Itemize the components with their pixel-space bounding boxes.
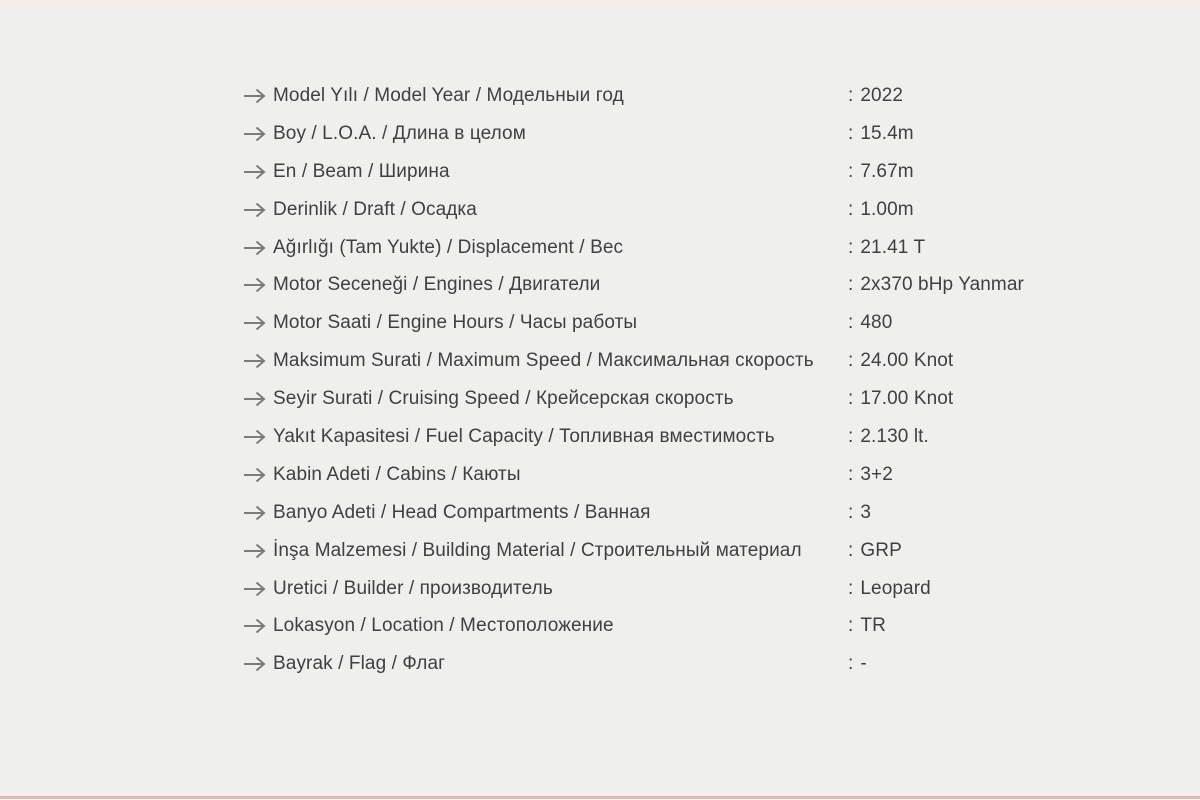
spec-label: Seyir Surati / Cruising Speed / Крейсерская скорость: [273, 388, 734, 410]
spec-label: Uretici / Builder / производитель: [273, 577, 553, 599]
spec-row: [243, 266, 1200, 304]
arrow-right-icon: [243, 467, 273, 483]
top-border-strip: [0, 0, 1200, 8]
spec-value: 17.00 Knot: [860, 388, 954, 410]
spec-label: Motor Seceneği / Engines / Двигатели: [273, 274, 601, 296]
spec-value-cell: [848, 653, 867, 675]
spec-value: Leopard: [860, 577, 931, 599]
spec-value: 7.67m: [860, 160, 914, 182]
arrow-right-icon: [243, 618, 273, 634]
spec-value-cell: [848, 123, 914, 145]
spec-separator: :: [848, 388, 854, 410]
spec-row: [243, 380, 1200, 418]
spec-label: Ağırlığı (Tam Yukte) / Displacement / Вес: [273, 236, 624, 258]
spec-value: 21.41 T: [860, 236, 926, 258]
spec-row: [243, 570, 1200, 608]
spec-row: [243, 418, 1200, 456]
spec-separator: :: [848, 312, 854, 334]
spec-value: 24.00 Knot: [860, 350, 954, 372]
boat-spec-list: [243, 77, 1200, 683]
arrow-right-icon: [243, 581, 273, 597]
spec-value-cell: [848, 388, 953, 410]
spec-value: 2.130 lt.: [860, 425, 929, 447]
spec-row: [243, 342, 1200, 380]
spec-label: İnşa Malzemesi / Building Material / Строительный материал: [273, 539, 802, 561]
spec-value-cell: [848, 464, 893, 486]
spec-separator: :: [848, 350, 854, 372]
arrow-right-icon: [243, 505, 273, 521]
spec-value-cell: [848, 502, 871, 524]
spec-separator: :: [848, 160, 854, 182]
spec-value-cell: [848, 85, 903, 107]
spec-label: Boy / L.O.A. / Длина в целом: [273, 122, 526, 144]
spec-label: Maksimum Surati / Maximum Speed / Максимальная скорость: [273, 350, 814, 372]
spec-separator: :: [848, 615, 854, 637]
spec-row: [243, 532, 1200, 570]
spec-value: 2022: [860, 84, 904, 106]
arrow-right-icon: [243, 277, 273, 293]
spec-value-cell: [848, 237, 925, 259]
spec-separator: :: [848, 274, 854, 296]
arrow-right-icon: [243, 656, 273, 672]
spec-separator: :: [848, 425, 854, 447]
spec-row: [243, 645, 1200, 683]
spec-value-cell: [848, 161, 914, 183]
spec-value: -: [860, 653, 867, 675]
spec-row: [243, 229, 1200, 267]
spec-row: [243, 153, 1200, 191]
spec-value-cell: [848, 426, 929, 448]
arrow-right-icon: [243, 88, 273, 104]
spec-separator: :: [848, 198, 854, 220]
spec-row: [243, 191, 1200, 229]
spec-row: [243, 494, 1200, 532]
spec-value-cell: [848, 540, 902, 562]
spec-value-cell: [848, 350, 953, 372]
spec-label: Banyo Adeti / Head Compartments / Ванная: [273, 501, 651, 523]
spec-value: 3: [860, 501, 872, 523]
spec-row: [243, 607, 1200, 645]
spec-value-cell: [848, 199, 914, 221]
spec-label: Kabin Adeti / Cabins / Каюты: [273, 463, 521, 485]
spec-value: 1.00m: [860, 198, 914, 220]
spec-label: Motor Saati / Engine Hours / Часы работы: [273, 312, 638, 334]
arrow-right-icon: [243, 353, 273, 369]
arrow-right-icon: [243, 164, 273, 180]
spec-value-cell: [848, 615, 886, 637]
bottom-border-line: [0, 796, 1200, 799]
spec-value: GRP: [860, 539, 902, 561]
spec-separator: :: [848, 463, 854, 485]
spec-separator: :: [848, 577, 854, 599]
arrow-right-icon: [243, 126, 273, 142]
spec-separator: :: [848, 501, 854, 523]
arrow-right-icon: [243, 391, 273, 407]
spec-value: 2x370 bHp Yanmar: [860, 274, 1024, 296]
spec-value: 3+2: [860, 463, 893, 485]
arrow-right-icon: [243, 543, 273, 559]
spec-value-cell: [848, 578, 931, 600]
arrow-right-icon: [243, 240, 273, 256]
spec-label: Bayrak / Flag / Флаг: [273, 653, 446, 675]
spec-label: Model Yılı / Model Year / Модельныи год: [273, 84, 624, 106]
spec-value: 480: [860, 312, 893, 334]
spec-value-cell: [848, 312, 892, 334]
spec-separator: :: [848, 236, 854, 258]
spec-separator: :: [848, 122, 854, 144]
spec-row: [243, 115, 1200, 153]
spec-label: Yakıt Kapasitesi / Fuel Capacity / Топливная вместимость: [273, 425, 775, 447]
spec-row: [243, 456, 1200, 494]
spec-value: 15.4m: [860, 122, 914, 144]
spec-separator: :: [848, 84, 854, 106]
spec-separator: :: [848, 653, 854, 675]
spec-row: [243, 304, 1200, 342]
spec-value: TR: [860, 615, 886, 637]
spec-label: En / Beam / Ширина: [273, 160, 450, 182]
arrow-right-icon: [243, 202, 273, 218]
spec-label: Derinlik / Draft / Осадка: [273, 198, 477, 220]
spec-value-cell: [848, 274, 1024, 296]
arrow-right-icon: [243, 315, 273, 331]
spec-label: Lokasyon / Location / Местоположение: [273, 615, 614, 637]
spec-separator: :: [848, 539, 854, 561]
arrow-right-icon: [243, 429, 273, 445]
spec-row: [243, 77, 1200, 115]
